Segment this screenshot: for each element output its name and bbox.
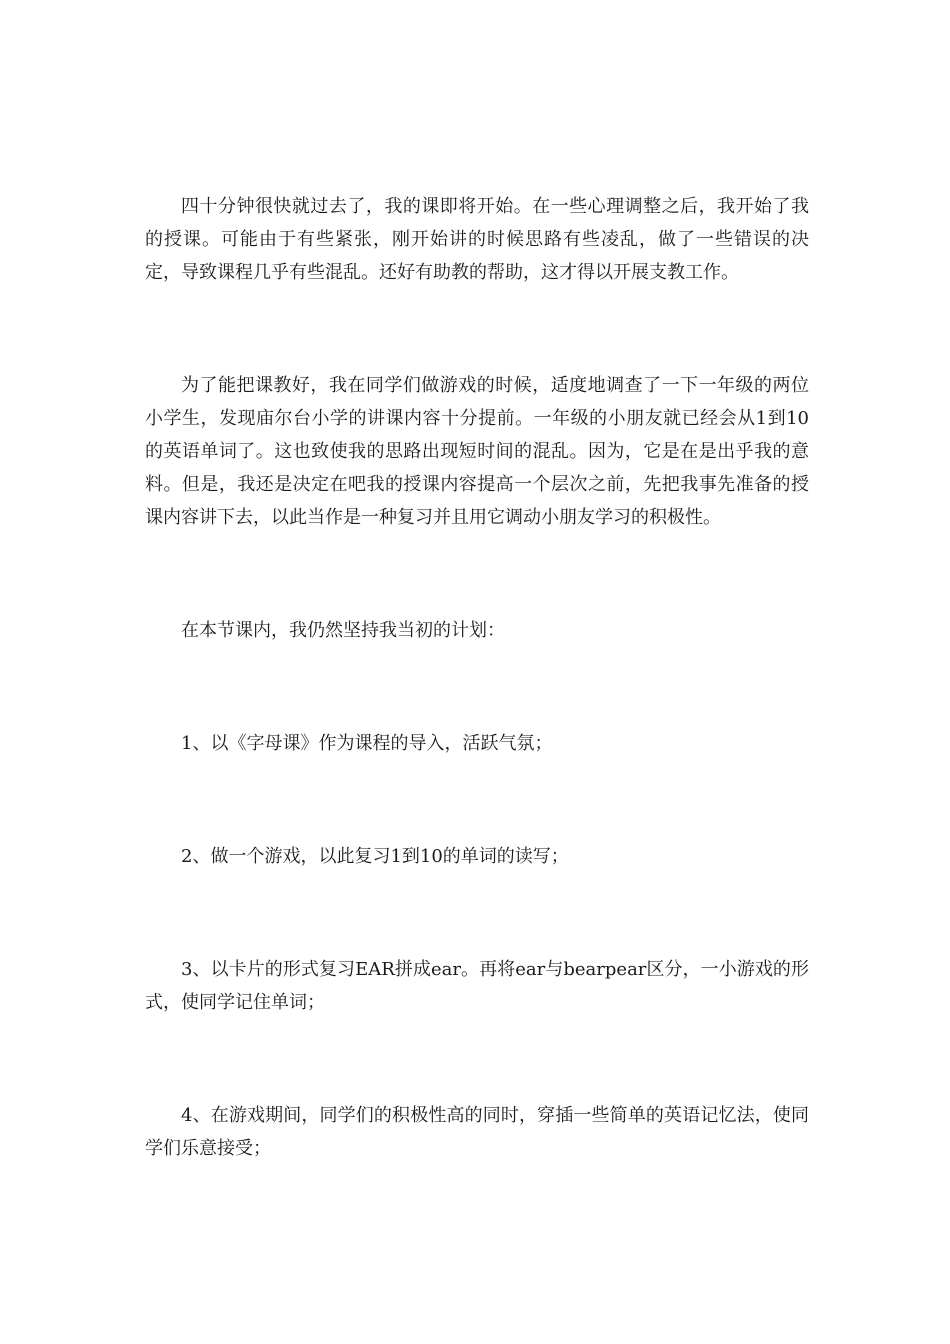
list-item-4: 4、在游戏期间，同学们的积极性高的同时，穿插一些简单的英语记忆法，使同学们乐意接受； — [145, 1105, 809, 1159]
list-item-3: 3、以卡片的形式复习EAR拼成ear。再将ear与bearpear区分，一小游戏的形式，使同学记住单词； — [145, 959, 809, 1013]
paragraph-3: 在本节课内，我仍然坚持我当初的计划： — [181, 620, 505, 641]
document-body — [145, 190, 809, 1165]
list-item-1: 1、以《字母课》作为课程的导入，活跃气氛； — [181, 733, 553, 754]
paragraph-2: 为了能把课教好，我在同学们做游戏的时候，适度地调查了一下一年级的两位小学生，发现庙尔台小学的讲课内容十分提前。一年级的小朋友就已经会从1到10的英语单词了。这也致使我的思路出现短时间的混乱。因为，它是在是出乎我的意料。但是，我还是决定在吧我的授课内容提高一个层次之前，先把我事先准备的授课内容讲下去，以此当作是一种复习并且用它调动小朋友学习的积极性。 — [145, 375, 809, 528]
list-item-2: 2、做一个游戏，以此复习1到10的单词的读写； — [181, 846, 569, 867]
paragraph-1: 四十分钟很快就过去了，我的课即将开始。在一些心理调整之后，我开始了我的授课。可能由于有些紧张，刚开始讲的时候思路有些凌乱，做了一些错误的决定，导致课程几乎有些混乱。还好有助教的帮助，这才得以开展支教工作。 — [145, 196, 809, 283]
